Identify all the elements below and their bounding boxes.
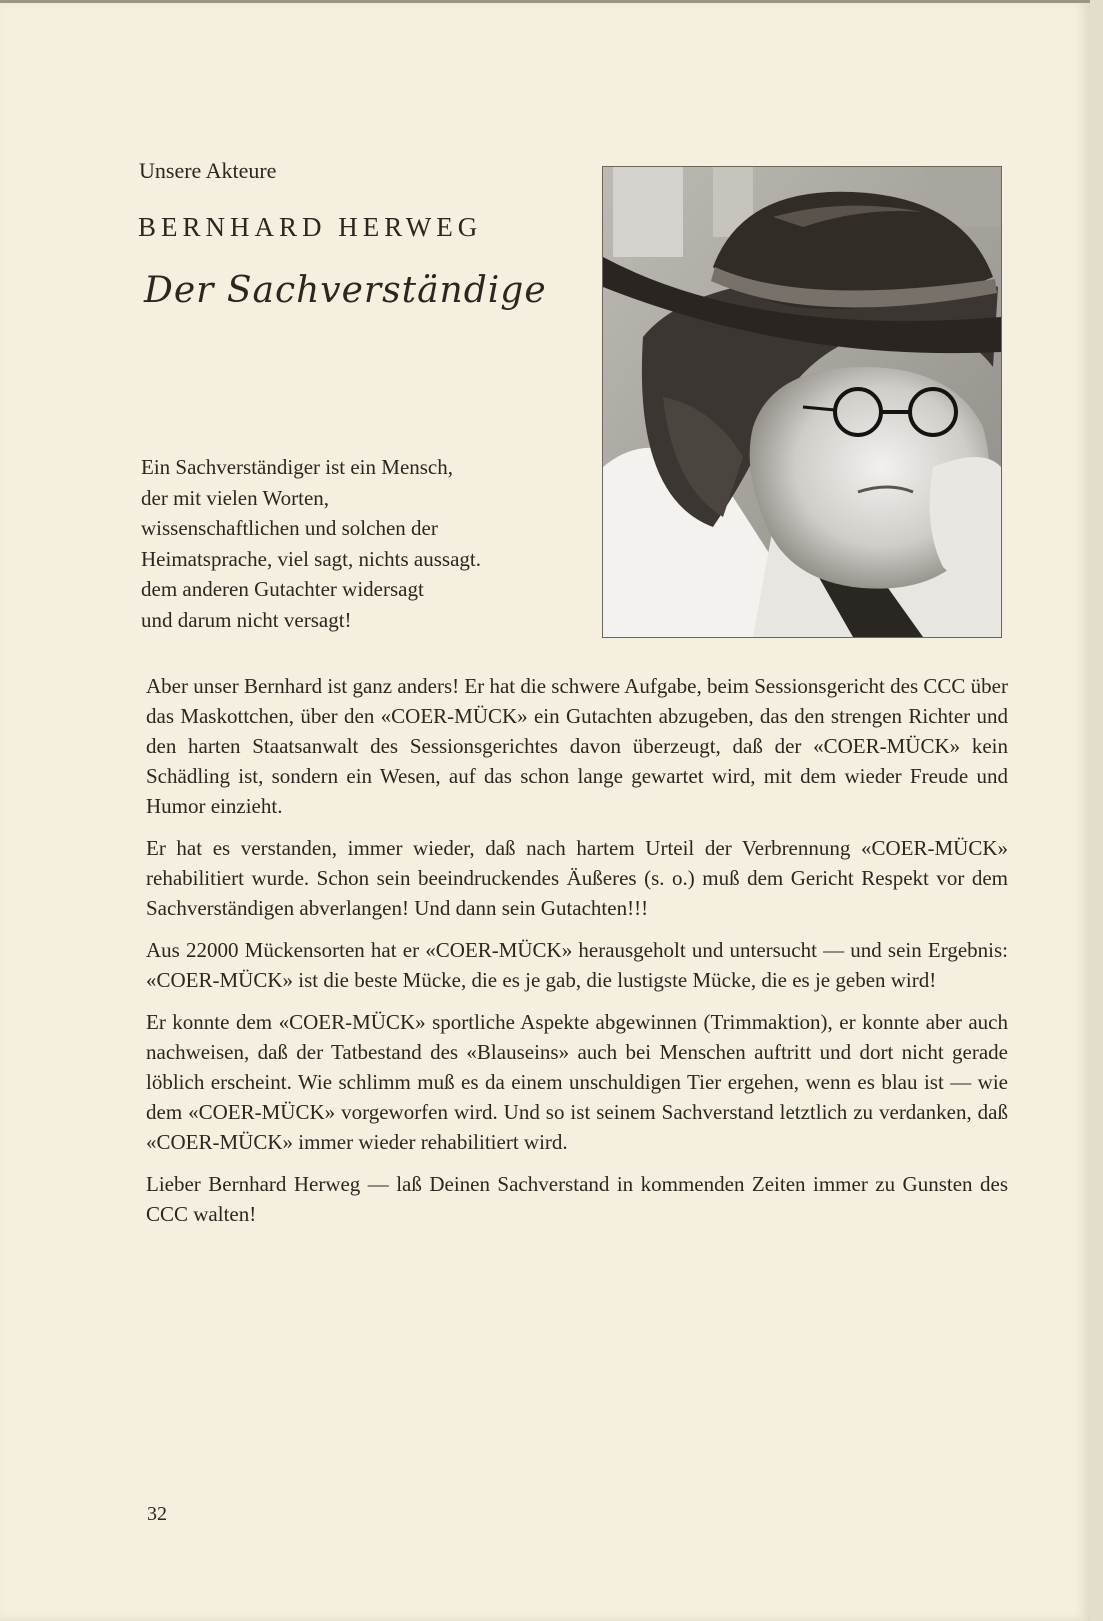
top-rule: [0, 0, 1090, 3]
verse-line: Heimatsprache, viel sagt, nichts aussagt.: [141, 546, 481, 571]
portrait-photo: [602, 166, 1002, 638]
role-title: [140, 262, 580, 322]
verse-line: Ein Sachverständiger ist ein Mensch,: [141, 455, 454, 479]
verse-line: dem anderen Gutachter widersagt: [141, 577, 424, 601]
body-paragraph: Aus 22000 Mückensorten hat er «COER-MÜCK» herausgeholt und untersucht — und sein Ergebnis: «COER-MÜCK» ist die beste Mücke, die es je gab, die lustigste Mücke, die es je geben wird!: [146, 938, 1008, 992]
body-paragraph: Er konnte dem «COER-MÜCK» sportliche Aspekte abgewinnen (Trimmaktion), er konnte aber auch nachweisen, daß der Tatbestand des «Blauseins» auch bei Menschen auftritt und dort nicht gerade löblich erscheint. Wie schlimm muß es da einem unschuldigen Tier ergehen, wenn es blau ist — wie dem «COER-MÜCK» vorgeworfen wird. Und so ist seinem Sachverstand letztlich zu verdanken, daß «COER-MÜCK» immer wieder rehabilitiert wird.: [146, 1010, 1008, 1154]
body-paragraph: Aber unser Bernhard ist ganz anders! Er hat die schwere Aufgabe, beim Sessionsgericht des CCC über das Maskottchen, über den «COER-MÜCK» ein Gutachten abzugeben, das den strengen Richter und den harten Staatsanwalt des Sessionsgerichtes davon überzeugt, daß der «COER-MÜCK» kein Schädling ist, sondern ein Wesen, auf das schon lange gewartet wird, mit dem wieder Freude und Humor einzieht.: [146, 674, 1008, 818]
role-title-text: Der Sachverständige: [144, 270, 547, 311]
verse-line: der mit vielen Worten,: [141, 485, 330, 510]
body-paragraph: Lieber Bernhard Herweg — laß Deinen Sachverstand in kommenden Zeiten immer zu Gunsten des CCC walten!: [146, 1172, 1008, 1226]
page-edge: [1090, 0, 1103, 1621]
body-paragraph: Er hat es verstanden, immer wieder, daß nach hartem Urteil der Verbrennung «COER-MÜCK» rehabilitiert wurde. Schon sein beeindruckendes Äußeres (s. o.) muß dem Gericht Respekt vor dem Sachverständigen abverlangen! Und dann sein Gutachten!!!: [146, 836, 1008, 920]
section-label: Unsere Akteure: [139, 158, 277, 183]
person-name: BERNHARD HERWEG: [138, 212, 483, 242]
page-number: 32: [147, 1503, 167, 1525]
verse-line: wissenschaftlichen und solchen der: [141, 516, 438, 540]
portrait-illustration: [603, 167, 1001, 637]
intro-verse: [141, 452, 591, 635]
verse-line: und darum nicht versagt!: [141, 607, 352, 632]
article-body: [146, 671, 1008, 1241]
